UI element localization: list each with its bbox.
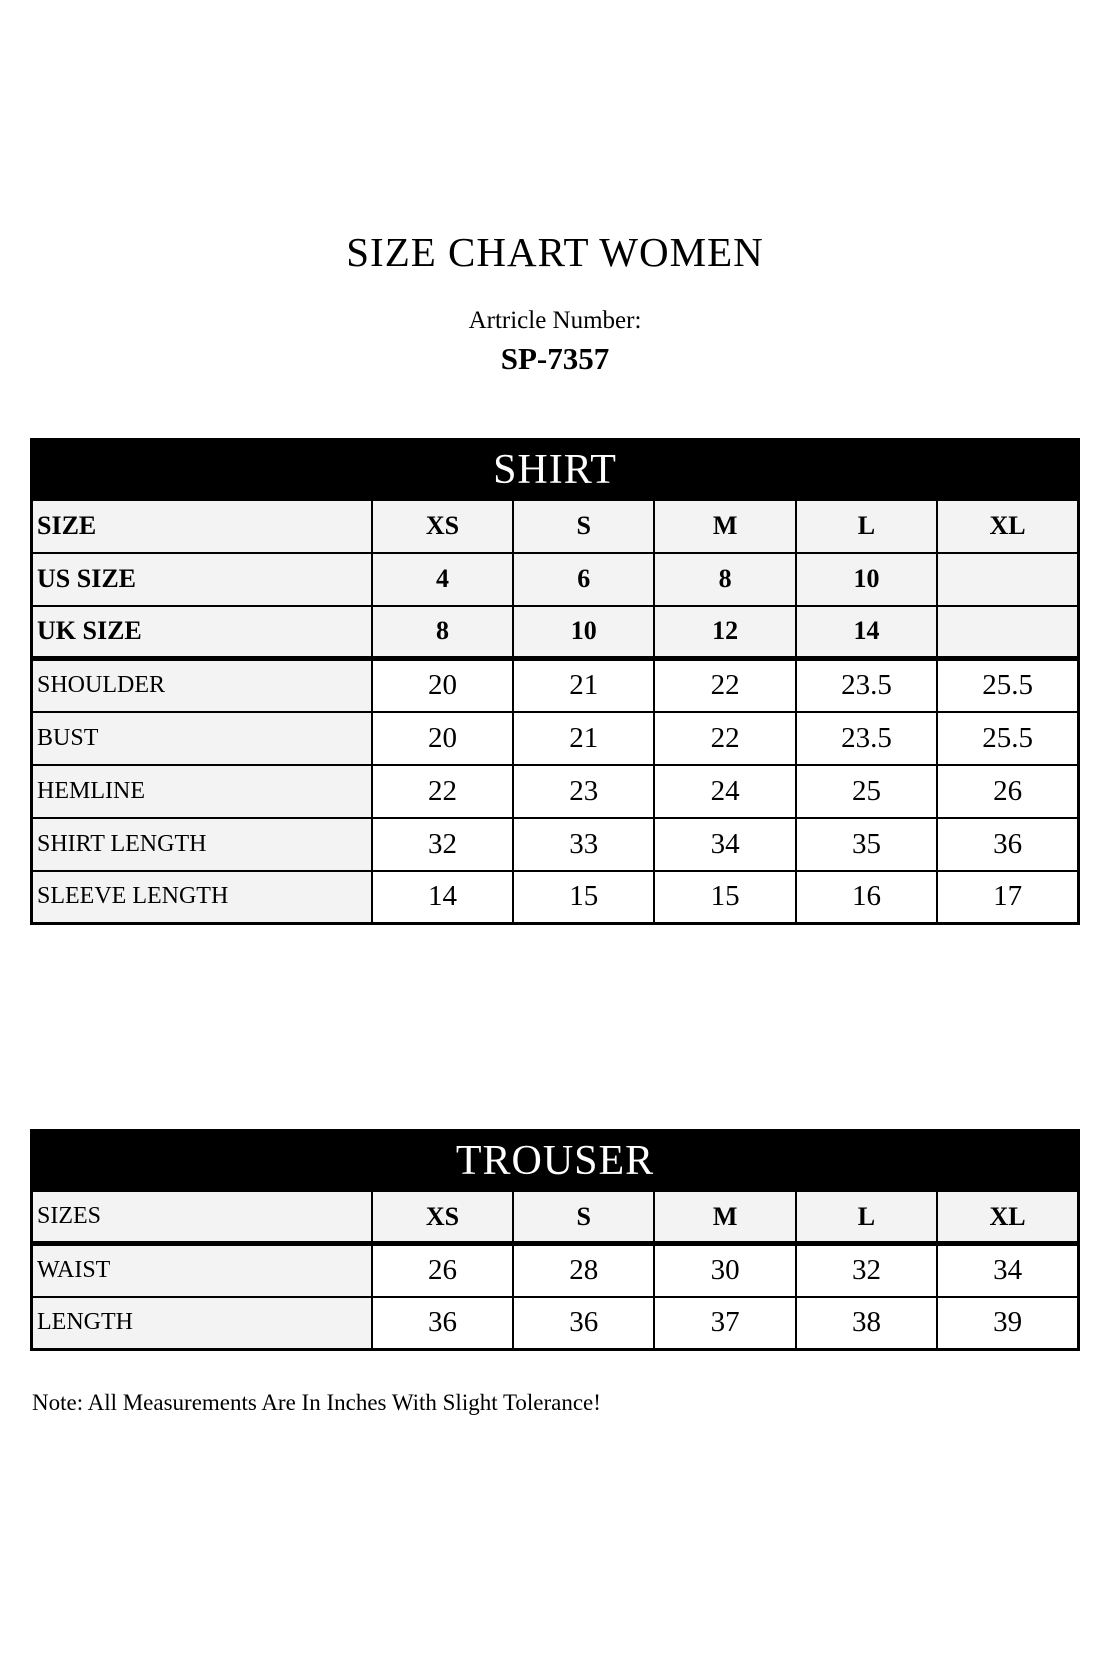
value-cell: 39	[937, 1297, 1078, 1350]
table-row	[32, 1244, 1079, 1297]
value-cell: 25	[796, 765, 937, 818]
value-cell: 32	[372, 818, 513, 871]
value-cell: 23.5	[796, 659, 937, 712]
table-row	[32, 553, 1079, 606]
row-label: UK SIZE	[32, 606, 372, 659]
table-row	[32, 1191, 1079, 1244]
value-cell: 32	[796, 1244, 937, 1297]
measurement-note: Note: All Measurements Are In Inches With Slight Tolerance!	[32, 1390, 601, 1415]
value-cell: 26	[937, 765, 1078, 818]
value-cell: 37	[654, 1297, 795, 1350]
value-cell: 34	[937, 1244, 1078, 1297]
value-cell: 21	[513, 712, 654, 765]
value-cell: M	[654, 500, 795, 553]
value-cell: 23	[513, 765, 654, 818]
value-cell: 20	[372, 659, 513, 712]
row-label: SHIRT LENGTH	[32, 818, 372, 871]
value-cell: 4	[372, 553, 513, 606]
row-label: LENGTH	[32, 1297, 372, 1350]
table-row	[32, 606, 1079, 659]
value-cell: S	[513, 1191, 654, 1244]
value-cell: 33	[513, 818, 654, 871]
value-cell: 28	[513, 1244, 654, 1297]
value-cell: XL	[937, 1191, 1078, 1244]
value-cell: 17	[937, 871, 1078, 924]
table-row	[32, 712, 1079, 765]
value-cell: 21	[513, 659, 654, 712]
article-number-label: Artricle Number:	[468, 307, 642, 334]
value-cell: 14	[372, 871, 513, 924]
value-cell: 26	[372, 1244, 513, 1297]
value-cell: L	[796, 1191, 937, 1244]
row-label: SIZE	[32, 500, 372, 553]
value-cell: 25.5	[937, 659, 1078, 712]
value-cell: 12	[654, 606, 795, 659]
value-cell: 16	[796, 871, 937, 924]
value-cell: XS	[372, 1191, 513, 1244]
value-cell: 6	[513, 553, 654, 606]
table-row	[32, 500, 1079, 553]
value-cell: 8	[654, 553, 795, 606]
trouser-table-title: TROUSER	[32, 1131, 1079, 1191]
row-label: BUST	[32, 712, 372, 765]
value-cell: 24	[654, 765, 795, 818]
table-row	[32, 765, 1079, 818]
table-row	[32, 659, 1079, 712]
row-label: SIZES	[32, 1191, 372, 1244]
row-label: SLEEVE LENGTH	[32, 871, 372, 924]
row-label: HEMLINE	[32, 765, 372, 818]
value-cell: 14	[796, 606, 937, 659]
shirt-size-table	[30, 438, 1080, 925]
shirt-table-header-row	[32, 440, 1079, 500]
value-cell: 23.5	[796, 712, 937, 765]
value-cell: 22	[654, 712, 795, 765]
value-cell: 36	[937, 818, 1078, 871]
article-number: SP-7357	[500, 341, 610, 376]
value-cell: 22	[654, 659, 795, 712]
value-cell: 35	[796, 818, 937, 871]
value-cell: 38	[796, 1297, 937, 1350]
trouser-size-table	[30, 1129, 1080, 1351]
value-cell: 25.5	[937, 712, 1078, 765]
page-title: SIZE CHART WOMEN	[346, 229, 764, 275]
value-cell: 20	[372, 712, 513, 765]
trouser-table-header-row	[32, 1131, 1079, 1191]
value-cell: 36	[513, 1297, 654, 1350]
table-row	[32, 871, 1079, 924]
value-cell: S	[513, 500, 654, 553]
table-row	[32, 818, 1079, 871]
value-cell: 10	[796, 553, 937, 606]
value-cell: 15	[513, 871, 654, 924]
value-cell: 36	[372, 1297, 513, 1350]
value-cell: 34	[654, 818, 795, 871]
row-label: US SIZE	[32, 553, 372, 606]
value-cell: XS	[372, 500, 513, 553]
value-cell: XL	[937, 500, 1078, 553]
value-cell: 8	[372, 606, 513, 659]
row-label: SHOULDER	[32, 659, 372, 712]
row-label: WAIST	[32, 1244, 372, 1297]
shirt-table-title: SHIRT	[32, 440, 1079, 500]
value-cell: 30	[654, 1244, 795, 1297]
table-row	[32, 1297, 1079, 1350]
value-cell: 22	[372, 765, 513, 818]
value-cell: 10	[513, 606, 654, 659]
value-cell: M	[654, 1191, 795, 1244]
value-cell: 15	[654, 871, 795, 924]
value-cell: L	[796, 500, 937, 553]
value-cell	[937, 553, 1078, 606]
value-cell	[937, 606, 1078, 659]
